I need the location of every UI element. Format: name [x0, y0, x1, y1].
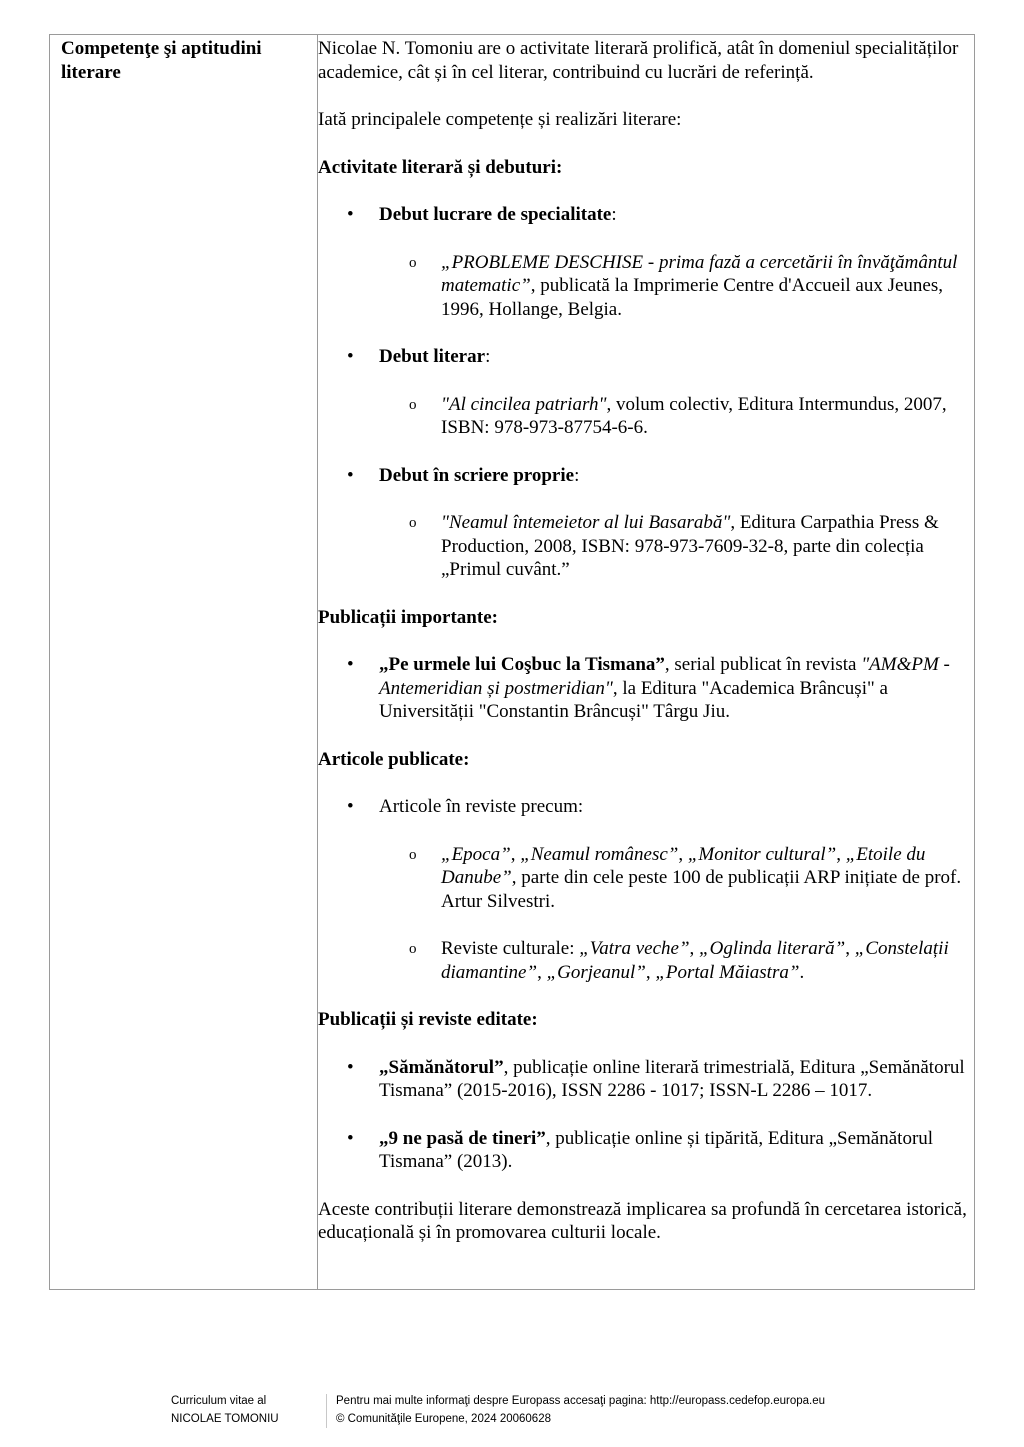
- book-details: , volum colectiv, Editura Intermundus, 2007, ISBN: 978-973-87754-6-6.: [441, 393, 947, 438]
- articole-lead: Articole în reviste precum:: [379, 796, 584, 817]
- circle-bullet-icon: o: [409, 515, 417, 531]
- list-item-samanatorul: [318, 1056, 974, 1103]
- articole-rest: , parte din cele peste 100 de publicații ARP inițiate de prof. Artur Silvestri.: [441, 867, 962, 912]
- footer-divider: [326, 1394, 327, 1428]
- journal-constelatii: „Constelații diamantine”: [441, 938, 949, 983]
- reviste-lead: Reviste culturale:: [441, 938, 580, 959]
- colon: :: [485, 346, 491, 367]
- circle-bullet-icon: o: [409, 396, 417, 413]
- heading-publicatii: Publicații importante:: [318, 606, 498, 628]
- samanatorul-details: , publicație online literară trimestrială, Editura „Semănătorul Tismana” (2015-2016), ISSN 2286 - 1017; ISSN-L 2286 – 1017.: [379, 1056, 965, 1101]
- debut-proprie-sublist: [379, 511, 974, 582]
- debut-proprie-title: Debut în scriere proprie: [379, 464, 575, 486]
- book-details: , publicată la Imprimerie Centre d'Accueil aux Jeunes, 1996, Hollange, Belgia.: [441, 275, 944, 320]
- journal-epoca: „Epoca”: [441, 843, 511, 865]
- intro-paragraph-2: Iată principalele competențe și realizări literare:: [318, 109, 682, 130]
- heading-debuturi: Activitate literară și debuturi:: [318, 156, 563, 178]
- separator: ,: [645, 961, 656, 983]
- period: .: [799, 961, 805, 983]
- circle-bullet-icon: o: [409, 846, 417, 863]
- bullet-icon: •: [347, 464, 354, 486]
- journal-neamul: „Neamul românesc”: [520, 843, 679, 865]
- heading-editate: Publicații și reviste editate:: [318, 1009, 538, 1030]
- cv-section-table: [49, 34, 975, 1290]
- serial-text-2: , la Editura "Academica Brâncuși" a Universității "Constantin Brâncuși" Târgu Jiu.: [379, 677, 888, 722]
- sub-list-item: [379, 511, 974, 582]
- closing-paragraph: Aceste contribuții literare demonstrează implicarea sa profundă în cercetarea istorică, educațională și în promovarea culturii locale.: [318, 1198, 967, 1243]
- book-title: "Neamul întemeietor al lui Basarabă": [441, 512, 731, 533]
- intro-paragraph: Nicolae N. Tomoniu are o activitate literară prolifică, atât în domeniul specialităților academice, cât și în cel literar, contribuind cu lucrări de referință.: [318, 38, 959, 83]
- footer-cv-owner: [171, 1392, 321, 1428]
- serial-text: , serial publicat în revista: [664, 654, 862, 675]
- articole-list: [318, 795, 974, 984]
- colon: :: [611, 204, 617, 225]
- debut-specialitate-sublist: [379, 251, 974, 322]
- list-item-debut-literar: [318, 345, 974, 440]
- section-label-cell: [50, 35, 318, 1289]
- book-details: , Editura Carpathia Press & Production, 2008, ISBN: 978-973-7609-32-8, parte din colecția „Primul cuvânt.”: [441, 512, 939, 580]
- section-content-cell: [318, 37, 974, 1269]
- debut-literar-title: Debut literar: [379, 346, 486, 367]
- tineri-details: , publicație online și tipărită, Editura „Semănătorul Tismana” (2013).: [379, 1127, 934, 1172]
- separator: ,: [845, 938, 855, 959]
- bullet-icon: •: [347, 1127, 354, 1149]
- list-item-cosbuc: [318, 653, 974, 724]
- book-title: "Al cincilea patriarh": [441, 393, 607, 415]
- section-label: Competenţe şi aptitudini literare: [61, 38, 262, 83]
- bullet-icon: •: [347, 346, 354, 367]
- separator: ,: [537, 961, 547, 983]
- circle-bullet-icon: o: [409, 254, 417, 271]
- footer-europass-link: Pentru mai multe informaţi despre Europass accesaţi pagina: http://europass.cedefop.europa.eu: [336, 1395, 826, 1407]
- footer-cv-label: Curriculum vitae al: [171, 1395, 267, 1407]
- debut-list: [318, 203, 974, 582]
- serial-title: „Pe urmele lui Coşbuc la Tismana”: [379, 654, 665, 675]
- journal-title: "AM&PM - Antemeridian și postmeridian": [379, 654, 950, 699]
- bullet-icon: •: [347, 654, 354, 675]
- heading-articole: Articole publicate:: [318, 748, 470, 770]
- footer-copyright: © Comunităţile Europene, 2024 20060628: [336, 1413, 551, 1425]
- journal-monitor: „Monitor cultural”: [687, 843, 837, 865]
- separator: ,: [689, 938, 700, 959]
- journal-etoile: „Etoile du Danube”: [441, 843, 926, 888]
- bullet-icon: •: [347, 204, 354, 225]
- journal-oglinda: „Oglinda literară”: [699, 938, 846, 959]
- footer-cv-name: NICOLAE TOMONIU: [171, 1413, 279, 1425]
- sub-list-item: [379, 843, 974, 914]
- list-item-tineri: [318, 1127, 974, 1174]
- circle-bullet-icon: o: [409, 941, 417, 957]
- journal-gorjeanul: „Gorjeanul”: [546, 961, 646, 983]
- sub-list-item: [379, 251, 974, 322]
- separator: ,: [836, 843, 846, 865]
- list-item-debut-proprie: [318, 464, 974, 582]
- bullet-icon: •: [347, 796, 354, 817]
- journal-vatra: „Vatra veche”: [579, 938, 690, 959]
- list-item-debut-specialitate: [318, 203, 974, 321]
- bullet-icon: •: [347, 1056, 354, 1078]
- page-footer: [0, 1392, 1024, 1432]
- separator: ,: [510, 843, 521, 865]
- publicatii-list: [318, 653, 974, 724]
- list-item-articole: [318, 795, 974, 984]
- journal-portal: „Portal Măiastra”: [655, 961, 800, 983]
- book-title: „PROBLEME DESCHISE - prima fază a cercetării în învăţământul matematic”: [441, 251, 958, 296]
- separator: ,: [678, 843, 688, 865]
- sub-list-item: [379, 937, 974, 984]
- footer-europass-info: [336, 1392, 936, 1428]
- debut-specialitate-title: Debut lucrare de specialitate: [379, 204, 612, 225]
- editate-list: [318, 1056, 974, 1174]
- samanatorul-title: „Sămănătorul”: [379, 1056, 504, 1078]
- tineri-title: „9 ne pasă de tineri”: [379, 1127, 546, 1149]
- sub-list-item: [379, 393, 974, 440]
- debut-literar-sublist: [379, 393, 974, 440]
- articole-sublist: [379, 843, 974, 985]
- colon: :: [574, 464, 580, 486]
